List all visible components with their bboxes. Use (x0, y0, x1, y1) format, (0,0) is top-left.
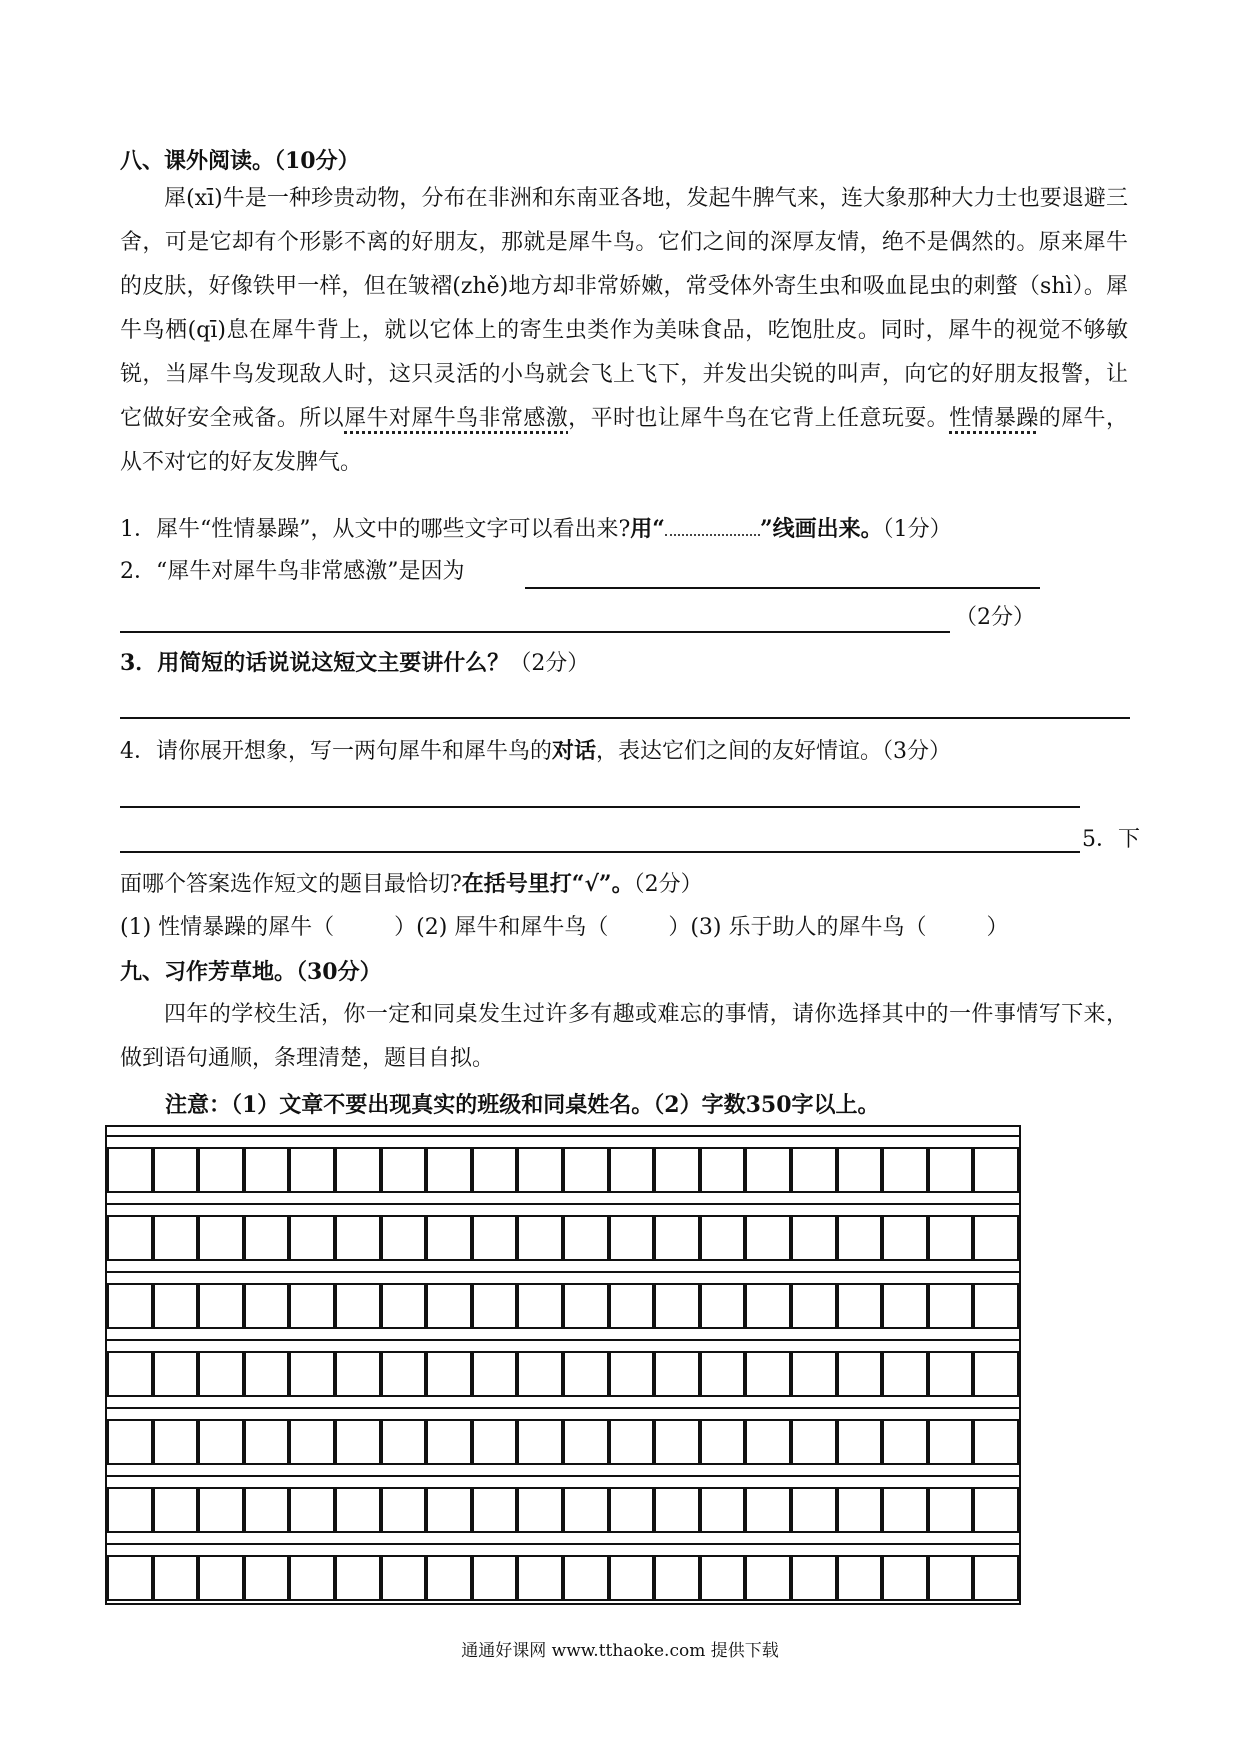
grid-cell[interactable] (928, 1555, 974, 1601)
grid-cell[interactable] (198, 1419, 244, 1465)
grid-cell[interactable] (472, 1147, 518, 1193)
grid-row (107, 1351, 1019, 1397)
grid-cell[interactable] (837, 1487, 883, 1533)
grid-cell[interactable] (107, 1283, 153, 1329)
grid-cell[interactable] (973, 1283, 1019, 1329)
grid-cell[interactable] (882, 1351, 928, 1397)
grid-cell[interactable] (654, 1351, 700, 1397)
grid-cell[interactable] (745, 1487, 791, 1533)
grid-cell[interactable] (791, 1147, 837, 1193)
grid-cell[interactable] (244, 1147, 290, 1193)
grid-cell[interactable] (198, 1351, 244, 1397)
grid-cell[interactable] (107, 1555, 153, 1601)
passage-wavy-1: 犀牛对犀牛鸟非常感激 (344, 406, 569, 431)
answer-line-q2b[interactable] (120, 631, 950, 633)
grid-cell[interactable] (791, 1419, 837, 1465)
grid-cell[interactable] (198, 1555, 244, 1601)
grid-cell[interactable] (289, 1351, 335, 1397)
grid-cell[interactable] (609, 1215, 655, 1261)
grid-cell[interactable] (745, 1147, 791, 1193)
grid-row (107, 1419, 1019, 1465)
grid-row (107, 1147, 1019, 1193)
grid-cell[interactable] (700, 1351, 746, 1397)
grid-row (107, 1215, 1019, 1261)
question-2-score: （2分） (955, 605, 1035, 630)
grid-cell[interactable] (609, 1555, 655, 1601)
grid-row (107, 1487, 1019, 1533)
grid-cell[interactable] (973, 1419, 1019, 1465)
grid-cell[interactable] (700, 1283, 746, 1329)
grid-cell[interactable] (335, 1419, 381, 1465)
grid-cell[interactable] (654, 1487, 700, 1533)
grid-cell[interactable] (700, 1215, 746, 1261)
grid-cell[interactable] (973, 1555, 1019, 1601)
grid-cell[interactable] (153, 1555, 199, 1601)
grid-cell[interactable] (791, 1351, 837, 1397)
grid-cell[interactable] (654, 1555, 700, 1601)
grid-cell[interactable] (244, 1419, 290, 1465)
grid-cell[interactable] (609, 1419, 655, 1465)
grid-cell[interactable] (107, 1351, 153, 1397)
grid-cell[interactable] (928, 1351, 974, 1397)
grid-cell[interactable] (517, 1147, 563, 1193)
grid-cell[interactable] (381, 1555, 427, 1601)
grid-cell[interactable] (517, 1487, 563, 1533)
grid-cell[interactable] (472, 1487, 518, 1533)
grid-cell[interactable] (426, 1351, 472, 1397)
passage-text-2: ，平时也让犀牛鸟在它背上任意玩耍。 (568, 406, 950, 431)
grid-cell[interactable] (654, 1283, 700, 1329)
grid-cell[interactable] (882, 1419, 928, 1465)
grid-cell[interactable] (472, 1555, 518, 1601)
grid-cell[interactable] (563, 1555, 609, 1601)
grid-cell[interactable] (700, 1555, 746, 1601)
grid-cell[interactable] (973, 1487, 1019, 1533)
grid-cell[interactable] (426, 1555, 472, 1601)
grid-cell[interactable] (153, 1283, 199, 1329)
reading-passage (120, 177, 1128, 485)
grid-row-divider (107, 1407, 1019, 1409)
grid-cell[interactable] (107, 1147, 153, 1193)
option-2[interactable]: ）(2) 犀牛和犀牛鸟（ (394, 915, 609, 940)
grid-cell[interactable] (928, 1283, 974, 1329)
grid-cell[interactable] (882, 1147, 928, 1193)
grid-cell[interactable] (472, 1283, 518, 1329)
option-3[interactable]: ）(3) 乐于助人的犀牛鸟（ (668, 915, 927, 940)
grid-cell[interactable] (426, 1147, 472, 1193)
question-5-number: 5．下 (1082, 827, 1140, 852)
grid-cell[interactable] (335, 1555, 381, 1601)
question-3: 3．用简短的话说说这短文主要讲什么？（2分） (120, 650, 590, 676)
grid-cell[interactable] (563, 1419, 609, 1465)
grid-cell[interactable] (745, 1215, 791, 1261)
grid-cell[interactable] (563, 1283, 609, 1329)
grid-row-divider (107, 1475, 1019, 1477)
grid-cell[interactable] (563, 1147, 609, 1193)
grid-cell[interactable] (198, 1215, 244, 1261)
grid-cell[interactable] (198, 1147, 244, 1193)
grid-cell[interactable] (928, 1487, 974, 1533)
grid-row-divider (107, 1203, 1019, 1205)
grid-cell[interactable] (198, 1487, 244, 1533)
grid-cell[interactable] (928, 1147, 974, 1193)
question-5: 面哪个答案选作短文的题目最恰切?在括号里打“√”。（2分） (120, 871, 703, 897)
grid-row-divider (107, 1543, 1019, 1545)
section9-heading: 九、习作芳草地。（30分） (120, 959, 382, 985)
grid-cell[interactable] (973, 1351, 1019, 1397)
grid-cell[interactable] (973, 1215, 1019, 1261)
answer-line-q2a[interactable] (525, 587, 1040, 589)
grid-cell[interactable] (837, 1555, 883, 1601)
grid-cell[interactable] (791, 1283, 837, 1329)
grid-cell[interactable] (928, 1215, 974, 1261)
grid-cell[interactable] (153, 1215, 199, 1261)
grid-cell[interactable] (882, 1487, 928, 1533)
grid-cell[interactable] (335, 1147, 381, 1193)
grid-cell[interactable] (973, 1147, 1019, 1193)
grid-cell[interactable] (381, 1283, 427, 1329)
grid-cell[interactable] (791, 1487, 837, 1533)
grid-cell[interactable] (381, 1351, 427, 1397)
writing-prompt: 四年的学校生活，你一定和同桌发生过许多有趣或难忘的事情，请你选择其中的一件事情写下来，做到语句通顺，条理清楚，题目自拟。 (120, 1002, 1128, 1071)
grid-cell[interactable] (654, 1419, 700, 1465)
answer-line-q4b[interactable] (120, 851, 1080, 853)
passage-wavy-2: 性情暴躁 (949, 406, 1039, 431)
grid-cell[interactable] (107, 1419, 153, 1465)
grid-cell[interactable] (745, 1555, 791, 1601)
page-footer: 通通好课网 www.tthaoke.com 提供下载 (461, 1641, 779, 1661)
question-5-options: (1) 性情暴躁的犀牛（ ）(2) 犀牛和犀牛鸟（ ）(3) 乐于助人的犀牛鸟（ ） (120, 915, 1009, 940)
grid-cell[interactable] (928, 1419, 974, 1465)
grid-cell[interactable] (837, 1351, 883, 1397)
grid-cell[interactable] (745, 1283, 791, 1329)
grid-cell[interactable] (289, 1283, 335, 1329)
grid-cell[interactable] (563, 1487, 609, 1533)
grid-cell[interactable] (609, 1283, 655, 1329)
grid-row (107, 1555, 1019, 1601)
grid-cell[interactable] (837, 1419, 883, 1465)
grid-cell[interactable] (153, 1351, 199, 1397)
grid-cell[interactable] (289, 1419, 335, 1465)
grid-cell[interactable] (472, 1419, 518, 1465)
grid-cell[interactable] (609, 1487, 655, 1533)
grid-row-divider (107, 1135, 1019, 1137)
grid-cell[interactable] (472, 1351, 518, 1397)
grid-cell[interactable] (107, 1215, 153, 1261)
grid-cell[interactable] (837, 1147, 883, 1193)
grid-cell[interactable] (289, 1147, 335, 1193)
grid-cell[interactable] (244, 1351, 290, 1397)
grid-cell[interactable] (381, 1419, 427, 1465)
passage-text-3: 的犀牛，从不对它的好友发脾气。 (120, 406, 1128, 475)
question-2: 2．“犀牛对犀牛鸟非常感激”是因为 (120, 559, 465, 584)
grid-cell[interactable] (882, 1215, 928, 1261)
grid-cell[interactable] (837, 1283, 883, 1329)
question-1: 1．犀牛“性情暴躁”，从文中的哪些文字可以看出来?用“ ”线画出来。（1分） (120, 516, 952, 542)
grid-cell[interactable] (609, 1351, 655, 1397)
option-1[interactable]: (1) 性情暴躁的犀牛（ (120, 915, 335, 940)
grid-cell[interactable] (517, 1419, 563, 1465)
grid-row-divider (107, 1339, 1019, 1341)
grid-cell[interactable] (107, 1487, 153, 1533)
grid-cell[interactable] (791, 1215, 837, 1261)
grid-cell[interactable] (563, 1351, 609, 1397)
grid-cell[interactable] (609, 1147, 655, 1193)
grid-cell[interactable] (700, 1487, 746, 1533)
grid-cell[interactable] (244, 1215, 290, 1261)
answer-line-q3[interactable] (120, 717, 1130, 719)
grid-cell[interactable] (517, 1283, 563, 1329)
grid-cell[interactable] (153, 1419, 199, 1465)
grid-cell[interactable] (745, 1419, 791, 1465)
grid-cell[interactable] (654, 1147, 700, 1193)
grid-cell[interactable] (882, 1555, 928, 1601)
grid-cell[interactable] (335, 1215, 381, 1261)
grid-cell[interactable] (426, 1487, 472, 1533)
grid-cell[interactable] (198, 1283, 244, 1329)
grid-cell[interactable] (563, 1215, 609, 1261)
grid-cell[interactable] (426, 1215, 472, 1261)
answer-line-q4a[interactable] (120, 806, 1080, 808)
passage-text-1: 犀(xī)牛是一种珍贵动物，分布在非洲和东南亚各地，发起牛脾气来，连大象那种大力士也要退避三舍，可是它却有个形影不离的好朋友，那就是犀牛鸟。它们之间的深厚友情，绝不是偶然的。原来犀牛的皮肤，好像铁甲一样，但在皱褶(zhě)地方却非常娇嫩，常受体外寄生虫和吸血昆虫的刺螫（shì）。犀牛鸟栖(qī)息在犀牛背上，就以它体上的寄生虫类作为美味食品，吃饱肚皮。同时，犀牛的视觉不够敏锐，当犀牛鸟发现敌人时，这只灵活的小鸟就会飞上飞下，并发出尖锐的叫声，向它的好朋友报警，让它做好安全戒备。所以 (120, 186, 1128, 431)
grid-cell[interactable] (335, 1487, 381, 1533)
dotted-line-sample (665, 516, 760, 536)
grid-cell[interactable] (426, 1419, 472, 1465)
grid-cell[interactable] (517, 1215, 563, 1261)
grid-row-divider (107, 1271, 1019, 1273)
question-4: 4．请你展开想象，写一两句犀牛和犀牛鸟的对话，表达它们之间的友好情谊。（3分） (120, 738, 952, 764)
grid-cell[interactable] (153, 1147, 199, 1193)
writing-note: 注意：（1）文章不要出现真实的班级和同桌姓名。（2）字数350字以上。 (165, 1092, 880, 1118)
grid-cell[interactable] (654, 1215, 700, 1261)
grid-cell[interactable] (381, 1487, 427, 1533)
grid-cell[interactable] (335, 1283, 381, 1329)
grid-cell[interactable] (426, 1283, 472, 1329)
grid-cell[interactable] (791, 1555, 837, 1601)
grid-cell[interactable] (244, 1283, 290, 1329)
grid-cell[interactable] (381, 1147, 427, 1193)
grid-cell[interactable] (289, 1555, 335, 1601)
grid-cell[interactable] (335, 1351, 381, 1397)
grid-cell[interactable] (472, 1215, 518, 1261)
grid-cell[interactable] (837, 1215, 883, 1261)
composition-grid[interactable] (105, 1125, 1021, 1605)
grid-cell[interactable] (517, 1555, 563, 1601)
grid-cell[interactable] (289, 1215, 335, 1261)
grid-cell[interactable] (700, 1147, 746, 1193)
grid-cell[interactable] (153, 1487, 199, 1533)
grid-cell[interactable] (244, 1555, 290, 1601)
section8-heading: 八、课外阅读。（10分） (120, 148, 360, 174)
grid-cell[interactable] (381, 1215, 427, 1261)
grid-cell[interactable] (700, 1419, 746, 1465)
grid-cell[interactable] (289, 1487, 335, 1533)
grid-cell[interactable] (244, 1487, 290, 1533)
grid-cell[interactable] (517, 1351, 563, 1397)
grid-row (107, 1283, 1019, 1329)
grid-cell[interactable] (745, 1351, 791, 1397)
grid-cell[interactable] (882, 1283, 928, 1329)
